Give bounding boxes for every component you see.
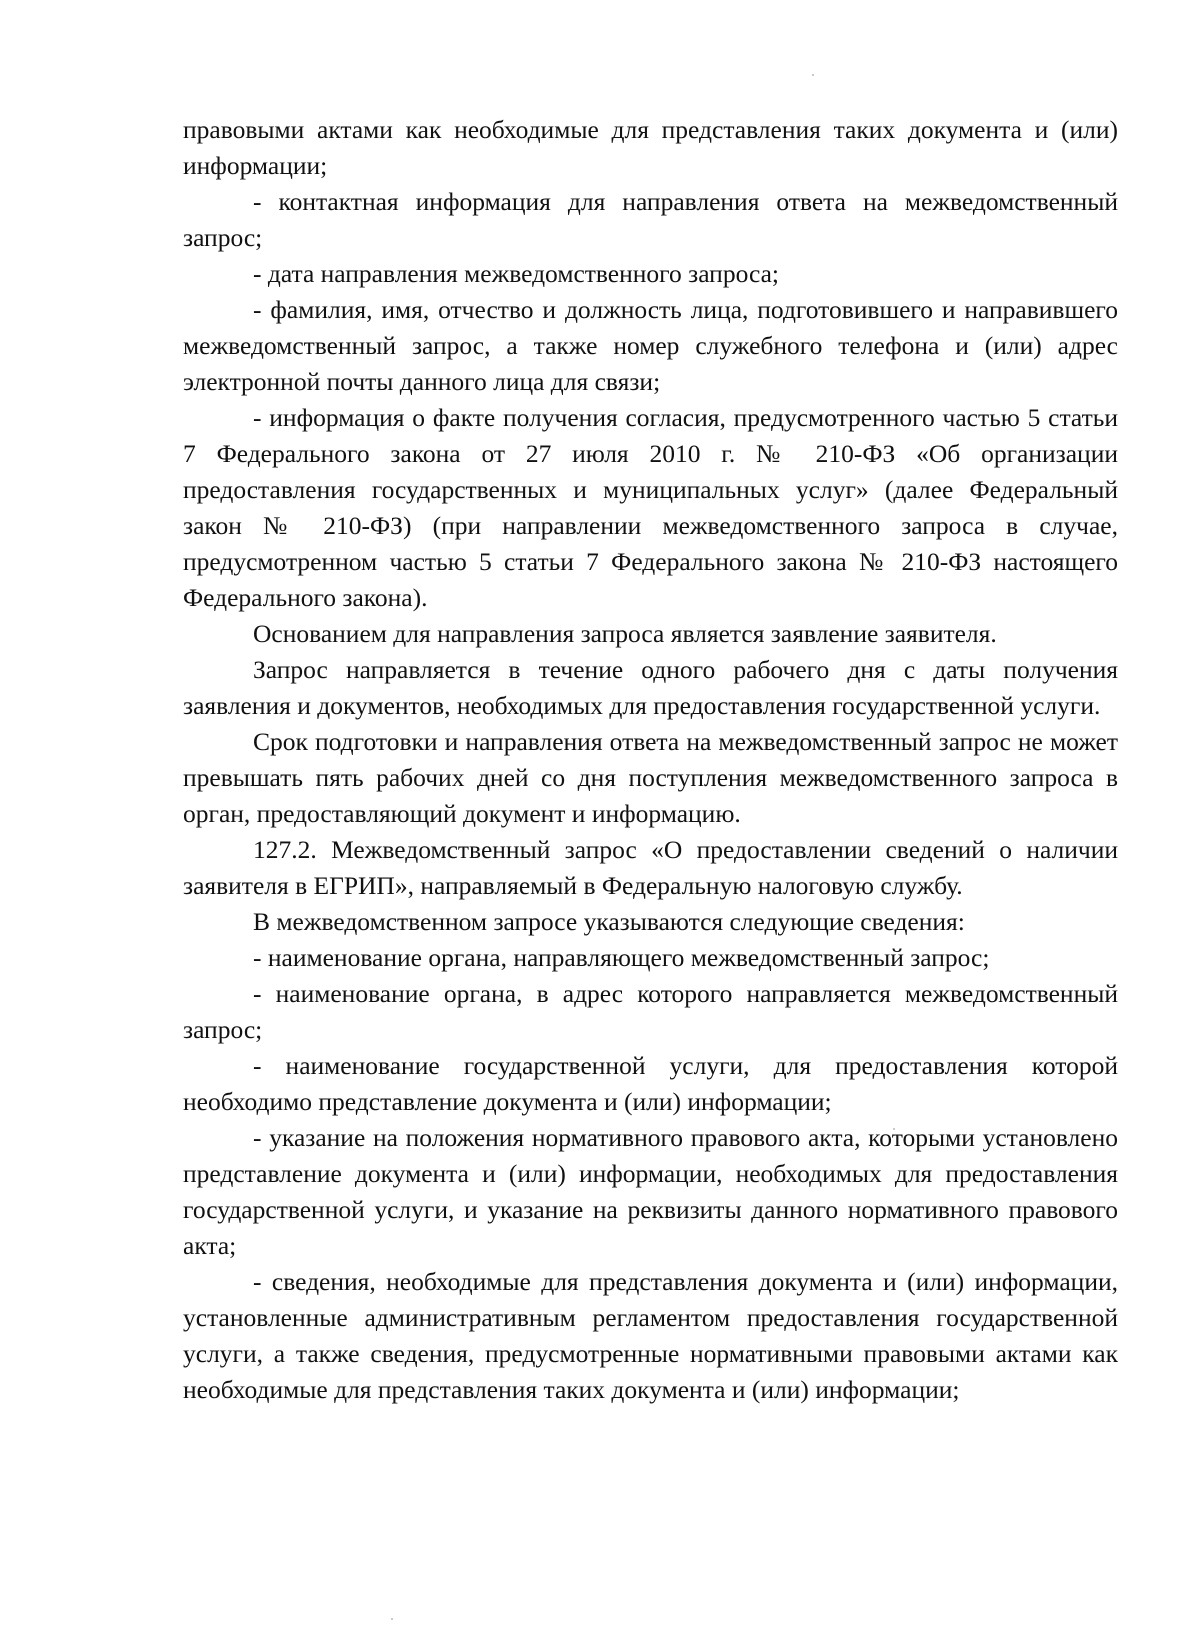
paragraph: Срок подготовки и направления ответа на межведомственный запрос не может превышать пять рабочих дней со дня поступления межведомственного запроса в орган, предоставляющий документ и информацию.	[183, 727, 1118, 828]
paragraph: Запрос направляется в течение одного рабочего дня с даты получения заявления и документов, необходимых для предоставления государственной услуги.	[183, 655, 1118, 720]
paragraph: правовыми актами как необходимые для представления таких документа и (или) информации;	[183, 115, 1118, 180]
paragraph: - дата направления межведомственного запроса;	[253, 259, 779, 288]
paragraph: Основанием для направления запроса является заявление заявителя.	[253, 619, 997, 648]
section-paragraph: 127.2. Межведомственный запрос «О предоставлении сведений о наличии заявителя в ЕГРИП», направляемый в Федеральную налоговую службу.	[183, 835, 1118, 900]
paragraph: - наименование государственной услуги, для предоставления которой необходимо представление документа и (или) информации;	[183, 1051, 1118, 1116]
scan-speck	[391, 1618, 393, 1620]
paragraph: - информация о факте получения согласия, предусмотренного частью 5 статьи 7 Федерального закона от 27 июля 2010 г. № 210-ФЗ «Об организации предоставления государственных и муниципальных услуг» (далее Федеральный закон № 210-ФЗ) (при направлении межведомственного запроса в случае, предусмотренном частью 5 статьи 7 Федерального закона № 210-ФЗ настоящего Федерального закона).	[183, 403, 1118, 612]
paragraph: - наименование органа, направляющего межведомственный запрос;	[253, 943, 990, 972]
paragraph: - сведения, необходимые для представления документа и (или) информации, установленные административным регламентом предоставления государственной услуги, а также сведения, предусмотренные нормативными правовыми актами как необходимые для представления таких документа и (или) информации;	[183, 1267, 1118, 1404]
paragraph: - фамилия, имя, отчество и должность лица, подготовившего и направившего межведомственный запрос, а также номер служебного телефона и (или) адрес электронной почты данного лица для связи;	[183, 295, 1118, 396]
paragraph: - наименование органа, в адрес которого направляется межведомственный запрос;	[183, 979, 1118, 1044]
scan-speck	[812, 74, 814, 76]
paragraph: - контактная информация для направления ответа на межведомственный запрос;	[183, 187, 1118, 252]
paragraph: В межведомственном запросе указываются следующие сведения:	[253, 907, 965, 936]
document-body	[183, 112, 1118, 1408]
paragraph: - указание на положения нормативного правового акта, которыми установлено представление документа и (или) информации, необходимых для предоставления государственной услуги, и указание на реквизиты данного нормативного правового акта;	[183, 1123, 1118, 1260]
